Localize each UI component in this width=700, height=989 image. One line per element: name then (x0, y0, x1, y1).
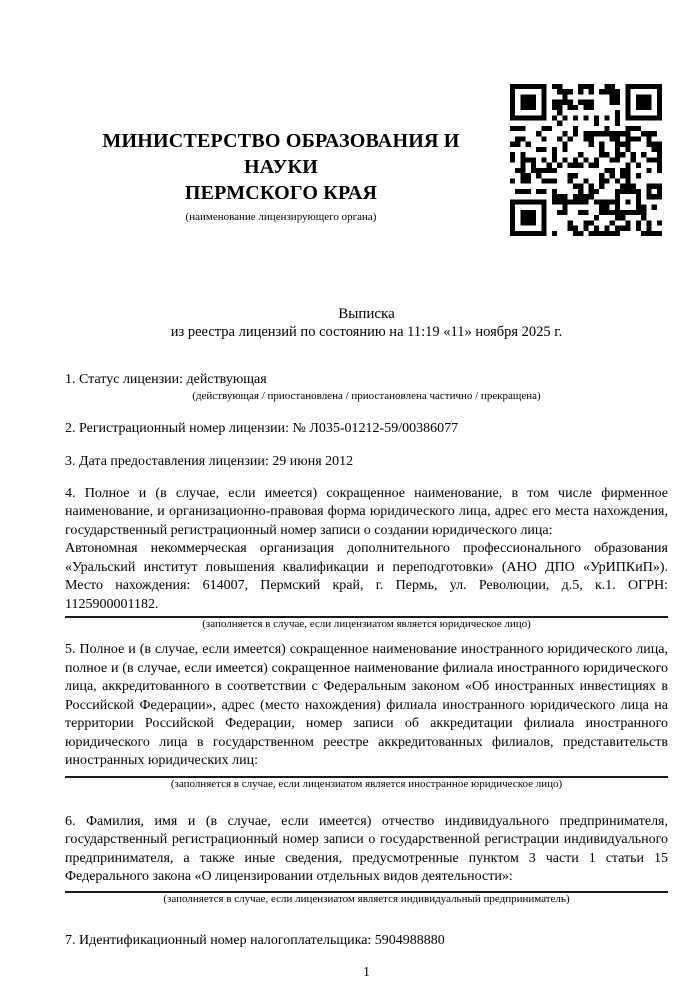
document-content (65, 0, 668, 982)
legal-entity-section (65, 485, 668, 632)
document-subtitle: из реестра лицензий по состоянию на 11:19 «11» ноября 2025 г. (170, 324, 563, 340)
document-title: Выписка (338, 306, 395, 322)
ministry-caption: (наименование лицензирующего органа) (185, 211, 377, 223)
foreign-entity-question: 5. Полное и (в случае, если имеется) сокращенное наименование иностранного юридического лица, полное и (в случае, если имеется) сокращенное наименование филиала иностранного юридического лица, аккредитованного в соответствии с Федеральным законом «Об иностранных инвестициях в Российской Федерации», адрес (место нахождения) филиала иностранного юридического лица на территории Российской Федерации, номер записи об аккредитации филиала иностранного юридического лица в государственном реестре аккредитованных филиалов, представительств иностранных юридических лиц: (65, 642, 668, 768)
taxpayer-id-line: 7. Идентификационный номер налогоплательщика: 5904988880 (65, 932, 445, 948)
document-header (65, 0, 668, 236)
license-status-options-caption: (действующая / приостановлена / приостановлена частично / прекращена) (192, 389, 541, 402)
registration-number-line: 2. Регистрационный номер лицензии: № Л035-01212-59/00386077 (65, 420, 459, 436)
license-grant-date-line: 3. Дата предоставления лицензии: 29 июня 2012 (65, 454, 354, 469)
document-title-block (65, 305, 668, 341)
legal-entity-caption: (заполняется в случае, если лицензиатом является юридическое лицо) (202, 618, 531, 630)
license-status-line: 1. Статус лицензии: действующая (65, 372, 267, 387)
legal-entity-question: 4. Полное и (в случае, если имеется) сокращенное наименование, в том числе фирменное наименование, и организационно-правовая форма юридического лица, адрес его места нахождения, государственный регистрационный номер записи о создании юридического лица: (65, 485, 668, 538)
foreign-entity-caption: (заполняется в случае, если лицензиатом является иностранное юридическое лицо) (170, 777, 563, 790)
ministry-name-line1: МИНИСТЕРСТВО ОБРАЗОВАНИЯ И НАУКИ (102, 130, 460, 178)
qr-code-icon (510, 84, 662, 236)
page-number: 1 (363, 965, 370, 980)
entrepreneur-question: 6. Фамилия, имя и (в случае, если имеется) отчество индивидуального предпринимателя, государственный регистрационный номер записи о государственной регистрации индивидуального предпринимателя, а также иные сведения, предусмотренные пунктом 3 части 1 статьи 15 Федерального закона «О лицензировании отдельных видов деятельности»: (65, 813, 668, 884)
foreign-entity-section (65, 641, 668, 791)
entrepreneur-caption: (заполняется в случае, если лицензиатом является индивидуальный предприниматель) (163, 892, 570, 905)
ministry-name (65, 128, 497, 206)
entrepreneur-section (65, 813, 668, 906)
legal-entity-answer: Автономная некоммерческая организация дополнительного профессионального образования «Уральский институт повышения квалификации и переподготовки» (АНО ДПО «УрИПКиП»). Место нахождения: 614007, Пермский край, г. Пермь, ул. Революции, д.5, к.1. ОГРН: 1125900001182. (65, 541, 668, 612)
licensing-authority-block (65, 84, 497, 224)
ministry-name-line2: ПЕРМСКОГО КРАЯ (184, 182, 378, 204)
